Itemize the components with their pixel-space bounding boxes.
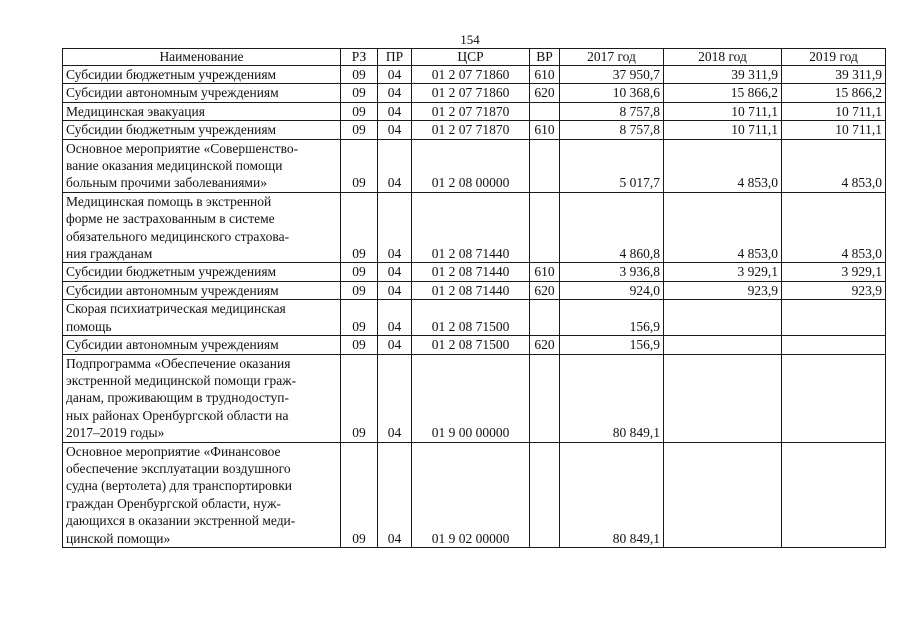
cell-name: Субсидии бюджетным учреждениям [63, 121, 341, 139]
cell-pr: 04 [378, 300, 412, 336]
table-row [63, 354, 886, 442]
cell-2019 [782, 300, 886, 336]
table-header-row [63, 49, 886, 66]
cell-csr: 01 2 08 71440 [412, 281, 530, 299]
table-row [63, 336, 886, 354]
cell-rz: 09 [341, 354, 378, 442]
cell-vr [530, 192, 560, 263]
cell-csr: 01 9 00 00000 [412, 354, 530, 442]
cell-name: Медицинская помощь в экстренной форме не застрахованным в системе обязательного медицинского страхова- ния гражданам [63, 192, 341, 263]
table-row [63, 281, 886, 299]
cell-rz: 09 [341, 102, 378, 120]
cell-2018: 923,9 [664, 281, 782, 299]
cell-2018 [664, 354, 782, 442]
cell-vr [530, 442, 560, 547]
cell-pr: 04 [378, 354, 412, 442]
cell-rz: 09 [341, 300, 378, 336]
table-row [63, 139, 886, 192]
cell-2019 [782, 336, 886, 354]
cell-rz: 09 [341, 281, 378, 299]
cell-vr [530, 102, 560, 120]
header-2018: 2018 год [664, 49, 782, 66]
cell-2019: 3 929,1 [782, 263, 886, 281]
cell-pr: 04 [378, 66, 412, 84]
header-pr: ПР [378, 49, 412, 66]
cell-vr [530, 354, 560, 442]
cell-2019: 4 853,0 [782, 139, 886, 192]
cell-csr: 01 2 08 00000 [412, 139, 530, 192]
cell-2019: 10 711,1 [782, 121, 886, 139]
cell-2018: 4 853,0 [664, 139, 782, 192]
cell-csr: 01 2 07 71870 [412, 121, 530, 139]
cell-vr: 620 [530, 281, 560, 299]
cell-name: Субсидии автономным учреждениям [63, 281, 341, 299]
header-2019: 2019 год [782, 49, 886, 66]
cell-name: Основное мероприятие «Совершенство- вание оказания медицинской помощи больным прочими заболеваниями» [63, 139, 341, 192]
cell-2019: 39 311,9 [782, 66, 886, 84]
cell-pr: 04 [378, 281, 412, 299]
cell-2019: 923,9 [782, 281, 886, 299]
cell-name: Субсидии бюджетным учреждениям [63, 263, 341, 281]
cell-name: Подпрограмма «Обеспечение оказания экстренной медицинской помощи граж- данам, проживающим в труднодоступ- ных районах Оренбургской области на 2017–2019 годы» [63, 354, 341, 442]
cell-2018: 15 866,2 [664, 84, 782, 102]
cell-rz: 09 [341, 66, 378, 84]
cell-2017: 924,0 [560, 281, 664, 299]
cell-2018: 10 711,1 [664, 102, 782, 120]
table-row [63, 263, 886, 281]
cell-pr: 04 [378, 336, 412, 354]
cell-name: Субсидии автономным учреждениям [63, 336, 341, 354]
cell-vr: 610 [530, 66, 560, 84]
cell-pr: 04 [378, 192, 412, 263]
cell-rz: 09 [341, 263, 378, 281]
cell-csr: 01 2 07 71870 [412, 102, 530, 120]
cell-2017: 10 368,6 [560, 84, 664, 102]
cell-vr: 620 [530, 336, 560, 354]
cell-2017: 80 849,1 [560, 354, 664, 442]
cell-vr: 610 [530, 263, 560, 281]
cell-2018: 3 929,1 [664, 263, 782, 281]
cell-rz: 09 [341, 84, 378, 102]
cell-2018: 4 853,0 [664, 192, 782, 263]
cell-2017: 80 849,1 [560, 442, 664, 547]
cell-name: Субсидии бюджетным учреждениям [63, 66, 341, 84]
cell-2018: 39 311,9 [664, 66, 782, 84]
cell-2017: 156,9 [560, 300, 664, 336]
header-vr: ВР [530, 49, 560, 66]
cell-2018 [664, 336, 782, 354]
cell-2019: 4 853,0 [782, 192, 886, 263]
cell-pr: 04 [378, 102, 412, 120]
cell-rz: 09 [341, 192, 378, 263]
table-row [63, 192, 886, 263]
page-number: 154 [460, 32, 480, 47]
cell-2019 [782, 442, 886, 547]
cell-vr [530, 300, 560, 336]
cell-name: Медицинская эвакуация [63, 102, 341, 120]
budget-table [62, 48, 886, 548]
header-rz: РЗ [341, 49, 378, 66]
cell-csr: 01 2 08 71500 [412, 336, 530, 354]
cell-2019 [782, 354, 886, 442]
cell-csr: 01 2 08 71440 [412, 192, 530, 263]
cell-pr: 04 [378, 139, 412, 192]
cell-2019: 10 711,1 [782, 102, 886, 120]
cell-2017: 4 860,8 [560, 192, 664, 263]
cell-2017: 37 950,7 [560, 66, 664, 84]
cell-name: Скорая психиатрическая медицинская помощь [63, 300, 341, 336]
table-row [63, 442, 886, 547]
cell-name: Основное мероприятие «Финансовое обеспечение эксплуатации воздушного судна (вертолета) для транспортировки граждан Оренбургской области, нуж- дающихся в оказании экстренной меди- цинской помощи» [63, 442, 341, 547]
cell-2017: 8 757,8 [560, 121, 664, 139]
cell-2018 [664, 300, 782, 336]
cell-2019: 15 866,2 [782, 84, 886, 102]
cell-2017: 3 936,8 [560, 263, 664, 281]
cell-2018 [664, 442, 782, 547]
cell-pr: 04 [378, 263, 412, 281]
cell-rz: 09 [341, 336, 378, 354]
table-row [63, 66, 886, 84]
header-2017: 2017 год [560, 49, 664, 66]
cell-name: Субсидии автономным учреждениям [63, 84, 341, 102]
cell-pr: 04 [378, 442, 412, 547]
cell-csr: 01 9 02 00000 [412, 442, 530, 547]
table-body [63, 66, 886, 548]
table-row [63, 102, 886, 120]
cell-csr: 01 2 08 71440 [412, 263, 530, 281]
cell-csr: 01 2 08 71500 [412, 300, 530, 336]
cell-rz: 09 [341, 139, 378, 192]
table-row [63, 121, 886, 139]
cell-2017: 156,9 [560, 336, 664, 354]
cell-csr: 01 2 07 71860 [412, 66, 530, 84]
header-name: Наименование [63, 49, 341, 66]
table-row [63, 300, 886, 336]
cell-csr: 01 2 07 71860 [412, 84, 530, 102]
cell-vr: 610 [530, 121, 560, 139]
cell-2017: 5 017,7 [560, 139, 664, 192]
cell-vr [530, 139, 560, 192]
cell-2018: 10 711,1 [664, 121, 782, 139]
cell-rz: 09 [341, 442, 378, 547]
header-csr: ЦСР [412, 49, 530, 66]
cell-pr: 04 [378, 121, 412, 139]
cell-rz: 09 [341, 121, 378, 139]
cell-pr: 04 [378, 84, 412, 102]
table-row [63, 84, 886, 102]
cell-2017: 8 757,8 [560, 102, 664, 120]
cell-vr: 620 [530, 84, 560, 102]
